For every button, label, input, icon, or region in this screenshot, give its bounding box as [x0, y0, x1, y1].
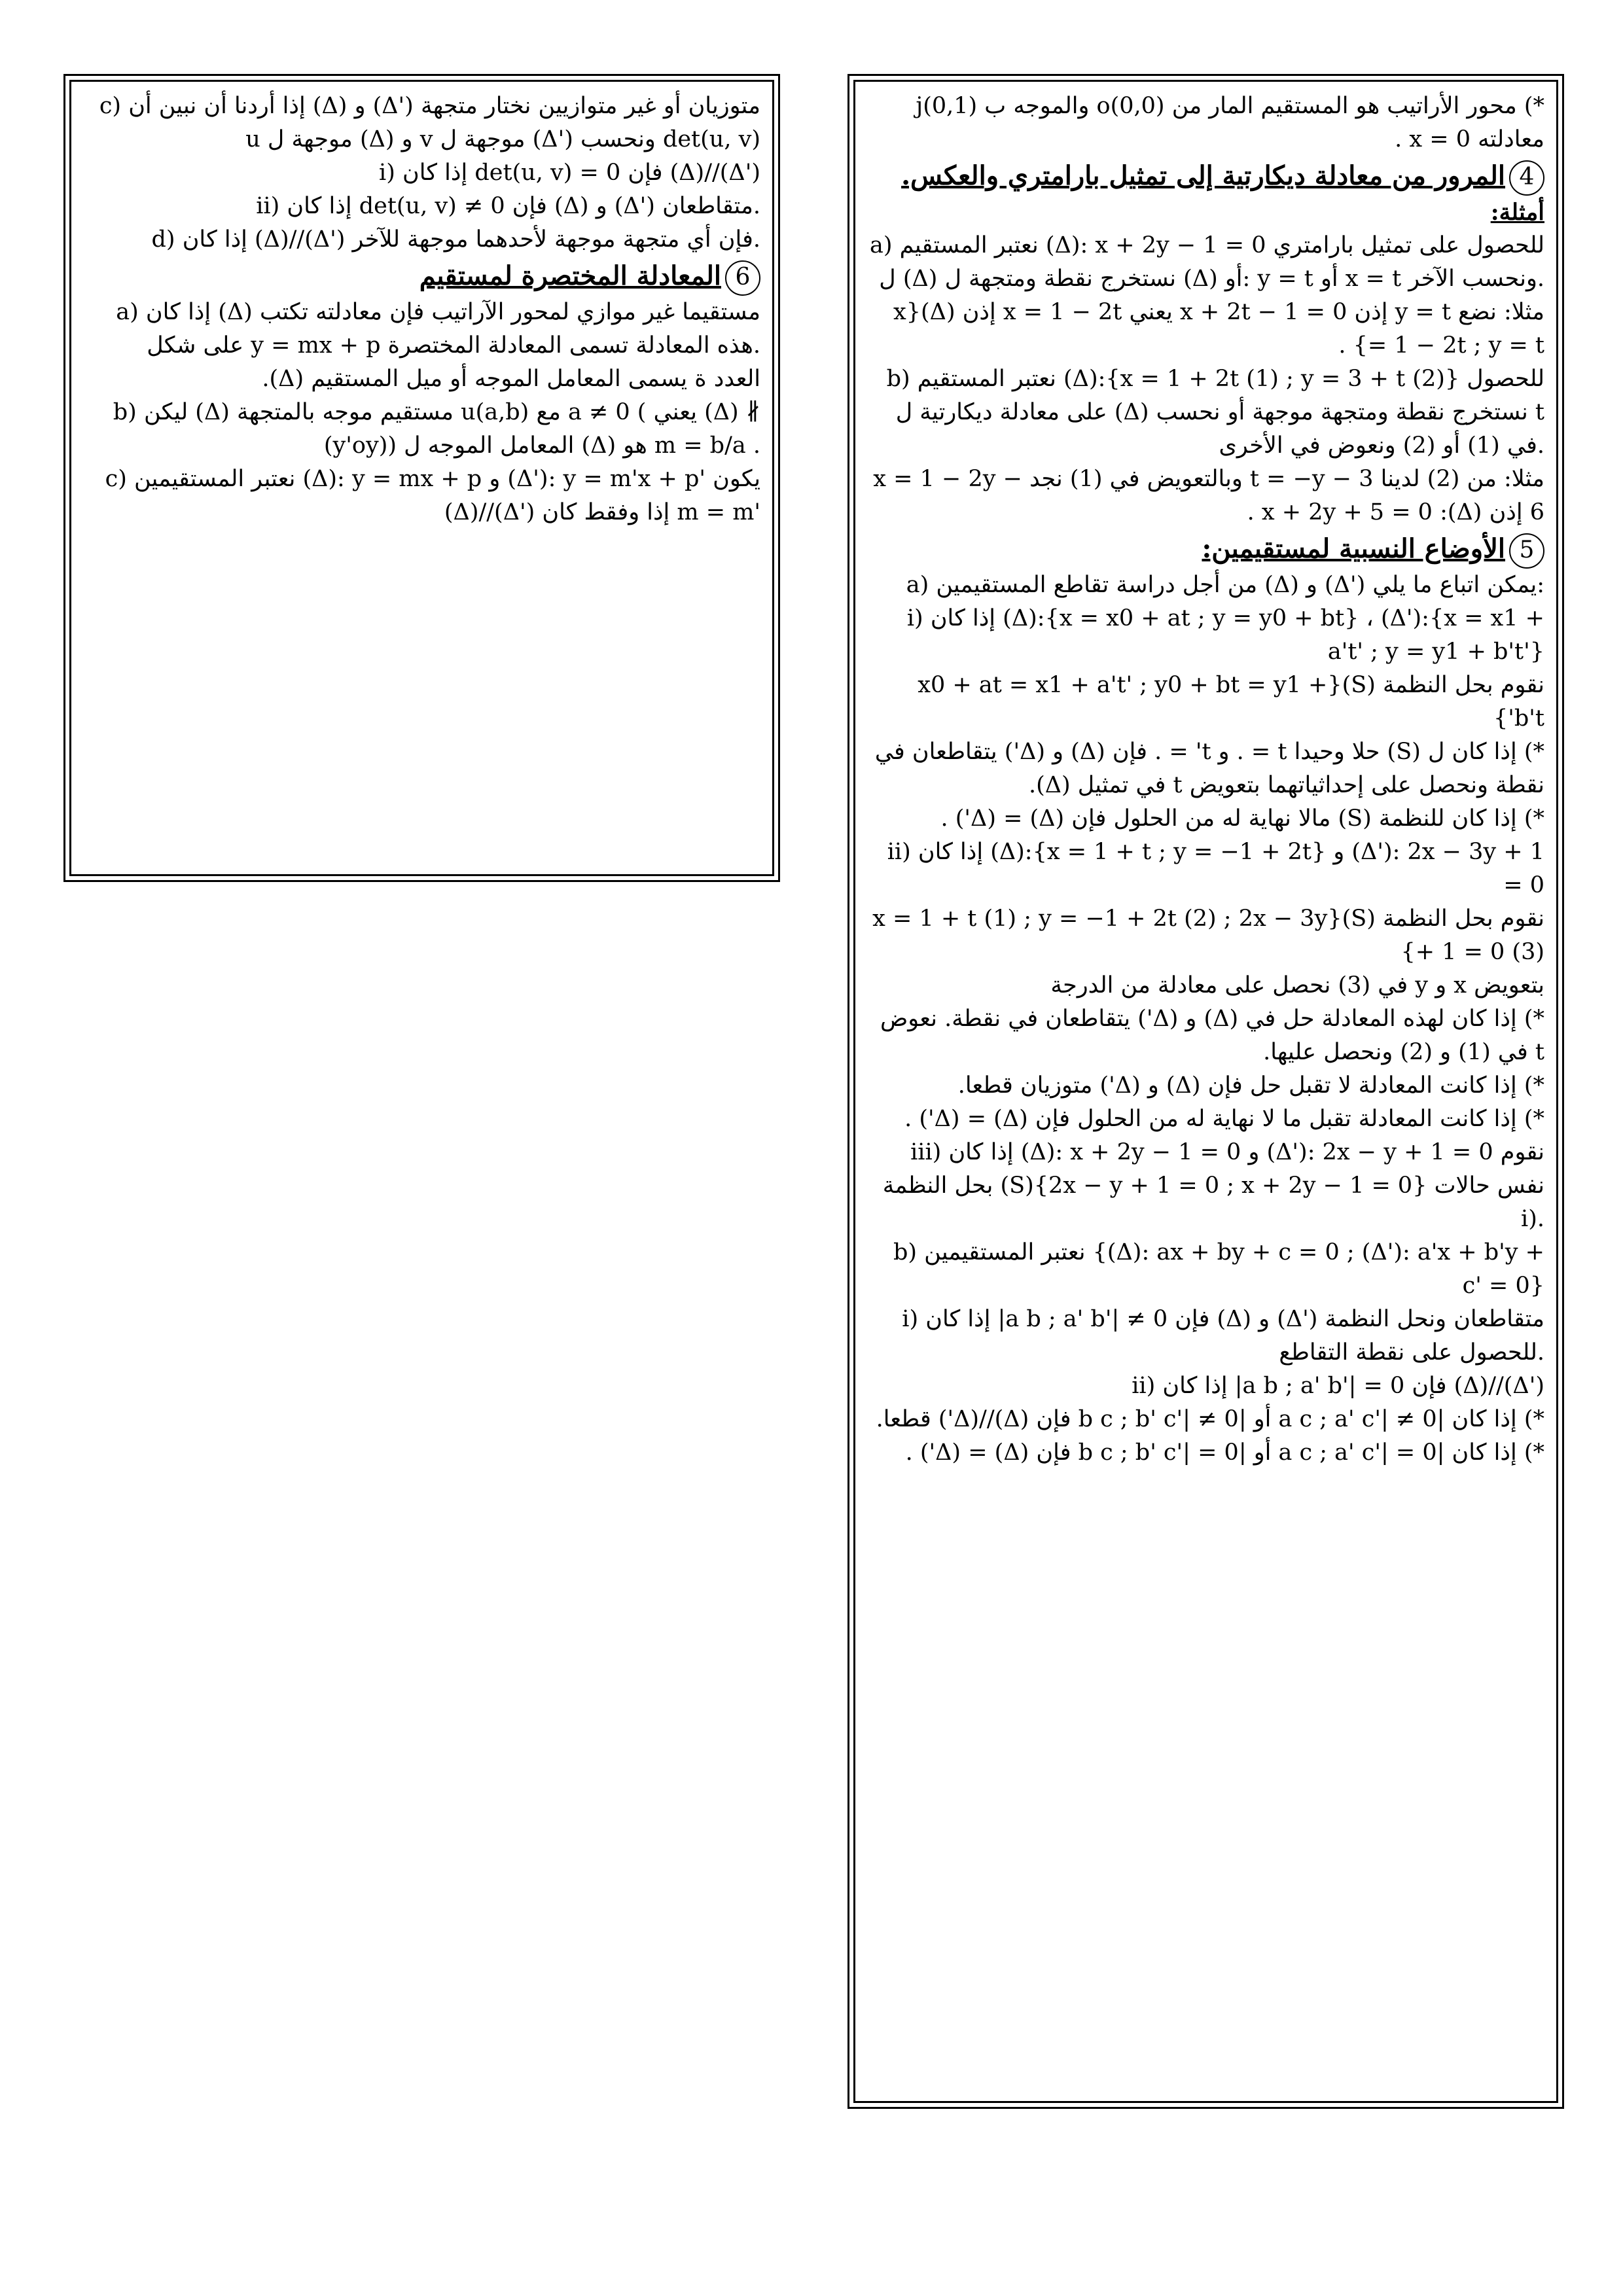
- section-number: 5: [1509, 533, 1544, 569]
- text-line: مثلا: نضع y = t إذن x + 2t − 1 = 0 يعني x = 1 − 2t إذن (Δ){x = 1 − 2t ; y = t} .: [893, 299, 1544, 359]
- text-line: d) إذا كان (Δ)//(Δ') فإن أي متجهة موجهة لأحدهما موجهة للآخر.: [151, 226, 760, 253]
- text-line: c) إذا أردنا أن نبين أن (Δ) و (Δ') متوزيان أو غير متوازيين نختار متجهة u موجهة ل (Δ) و v موجهة ل (Δ') ونحسب det(u, v): [99, 93, 760, 152]
- section-title: المرور من معادلة ديكارتية إلى تمثيل بارامتري والعكس.: [901, 160, 1505, 191]
- text-line: b) ليكن (Δ) مستقيم موجه بالمتجهة u(a,b) مع a ≠ 0 ( يعني (Δ) ∦ (y'oy)) المعامل الموجه ل (Δ) هو m = b/a .: [113, 399, 760, 459]
- section-heading: [867, 156, 1544, 196]
- left-column: [69, 80, 774, 876]
- text-line: ii) إذا كان |a b ; a' b'| = 0 فإن (Δ)//(Δ'): [1132, 1373, 1544, 1399]
- right-column: [853, 80, 1558, 2103]
- text-line: iii) إذا كان (Δ): x + 2y − 1 = 0 و (Δ'): 2x − y + 1 = 0 نقوم بحل النظمة (S){2x − y + 1 = 0 ; x + 2y − 1 = 0} نفس حالات i).: [882, 1139, 1544, 1232]
- text-line: a) إذا كان (Δ) مستقيما غير موازي لمحور الآراتيب فإن معادلته تكتب على شكل y = mx + p هذه المعادلة تسمى المعادلة المختصرة.: [116, 299, 760, 359]
- section-number: 6: [725, 260, 760, 296]
- left-column-frame: [63, 74, 780, 882]
- text-line: *) إذا كان لهذه المعادلة حل في (Δ) و (Δ') يتقاطعان في نقطة. نعوض t في (1) و (2) ونحصل عليها.: [880, 1006, 1544, 1065]
- text-line: مثلا: من (2) لدينا t = −y − 3 وبالتعويض في (1) نجد x = 1 − 2y − 6 إذن (Δ): x + 2y + 5 = 0 .: [873, 466, 1544, 525]
- text-line: بتعويض x و y في (3) نحصل على معادلة من الدرجة: [1050, 972, 1544, 998]
- text-line: *) إذا كان |a c ; a' c'| = 0 أو |b c ; b' c'| = 0 فإن (Δ) = (Δ') .: [905, 1439, 1544, 1466]
- text-line: *) إذا كان للنظمة (S) مالا نهاية له من الحلول فإن (Δ) = (Δ') .: [940, 805, 1544, 832]
- text-line: العدد ة يسمى المعامل الموجه أو ميل المستقيم (Δ).: [262, 366, 760, 392]
- section-number: 4: [1509, 160, 1544, 196]
- text-line: *) إذا كانت المعادلة لا تقبل حل فإن (Δ) و (Δ') متوزيان قطعا.: [957, 1072, 1544, 1099]
- section-title: الأوضاع النسبية لمستقيمين:: [1202, 533, 1505, 564]
- text-line: نقوم بحل النظمة (S){x = 1 + t (1) ; y = −1 + 2t (2) ; 2x − 3y + 1 = 0 (3)}: [872, 906, 1544, 965]
- text-line: *) محور الأراتيب هو المستقيم المار من o(0,0) والموجه ب j(0,1) معادلته x = 0 .: [916, 93, 1544, 152]
- text-line: c) نعتبر المستقيمين (Δ): y = mx + p و (Δ'): y = m'x + p' يكون (Δ)//(Δ') إذا وفقط كان m = m': [105, 466, 760, 525]
- text-line: i) إذا كان |a b ; a' b'| ≠ 0 فإن (Δ) و (Δ') متقاطعان ونحل النظمة للحصول على نقطة التقاطع.: [902, 1306, 1544, 1366]
- text-line: *) إذا كان |a c ; a' c'| ≠ 0 أو |b c ; b' c'| ≠ 0 فإن (Δ)//(Δ') قطعا.: [876, 1406, 1544, 1432]
- text-line: *) إذا كان ل (S) حلا وحيدا t = . و t' = . فإن (Δ) و (Δ') يتقاطعان في نقطة ونحصل على إحداثياتهما بتعويض t في تمثيل (Δ).: [874, 739, 1544, 798]
- text-line: b) نعتبر المستقيم (Δ):{x = 1 + 2t (1) ; y = 3 + t (2)} للحصول على معادلة ديكارتية ل (Δ) نستخرج نقطة ومتجهة موجهة أو نحسب t في (1) أو (2) ونعوض في الأخرى.: [886, 366, 1544, 459]
- text-line: a) من أجل دراسة تقاطع المستقيمين (Δ) و (Δ') يمكن اتباع ما يلي:: [906, 572, 1544, 598]
- text-line: b) نعتبر المستقيمين {(Δ): ax + by + c = 0 ; (Δ'): a'x + b'y + c' = 0}: [893, 1239, 1544, 1299]
- text-line: i) إذا كان det(u, v) = 0 فإن (Δ)//(Δ'): [379, 160, 760, 186]
- text-line: i) إذا كان (Δ):{x = x0 + at ; y = y0 + bt} ، (Δ'):{x = x1 + a't' ; y = y1 + b't'}: [906, 605, 1544, 665]
- section-title: المعادلة المختصرة لمستقيم: [419, 260, 721, 291]
- section-heading: [867, 529, 1544, 569]
- text-line: *) إذا كانت المعادلة تقبل ما لا نهاية له من الحلول فإن (Δ) = (Δ') .: [904, 1106, 1544, 1132]
- text-line: أمثلة:: [1490, 199, 1544, 226]
- text-line: ii) إذا كان (Δ):{x = 1 + t ; y = −1 + 2t} و (Δ'): 2x − 3y + 1 = 0: [887, 839, 1544, 898]
- text-line: a) نعتبر المستقيم (Δ): x + 2y − 1 = 0 للحصول على تمثيل بارامتري ل (Δ) نستخرج نقطة ومتجهة ل (Δ) أو: y = t أو x = t ونحسب الآخر.: [869, 232, 1544, 292]
- section-heading: [83, 256, 760, 296]
- text-line: ii) إذا كان det(u, v) ≠ 0 فإن (Δ) و (Δ') متقاطعان.: [256, 193, 760, 219]
- text-line: نقوم بحل النظمة (S){x0 + at = x1 + a't' ; y0 + bt = y1 + b't'}: [918, 672, 1544, 732]
- right-column-frame: [847, 74, 1564, 2109]
